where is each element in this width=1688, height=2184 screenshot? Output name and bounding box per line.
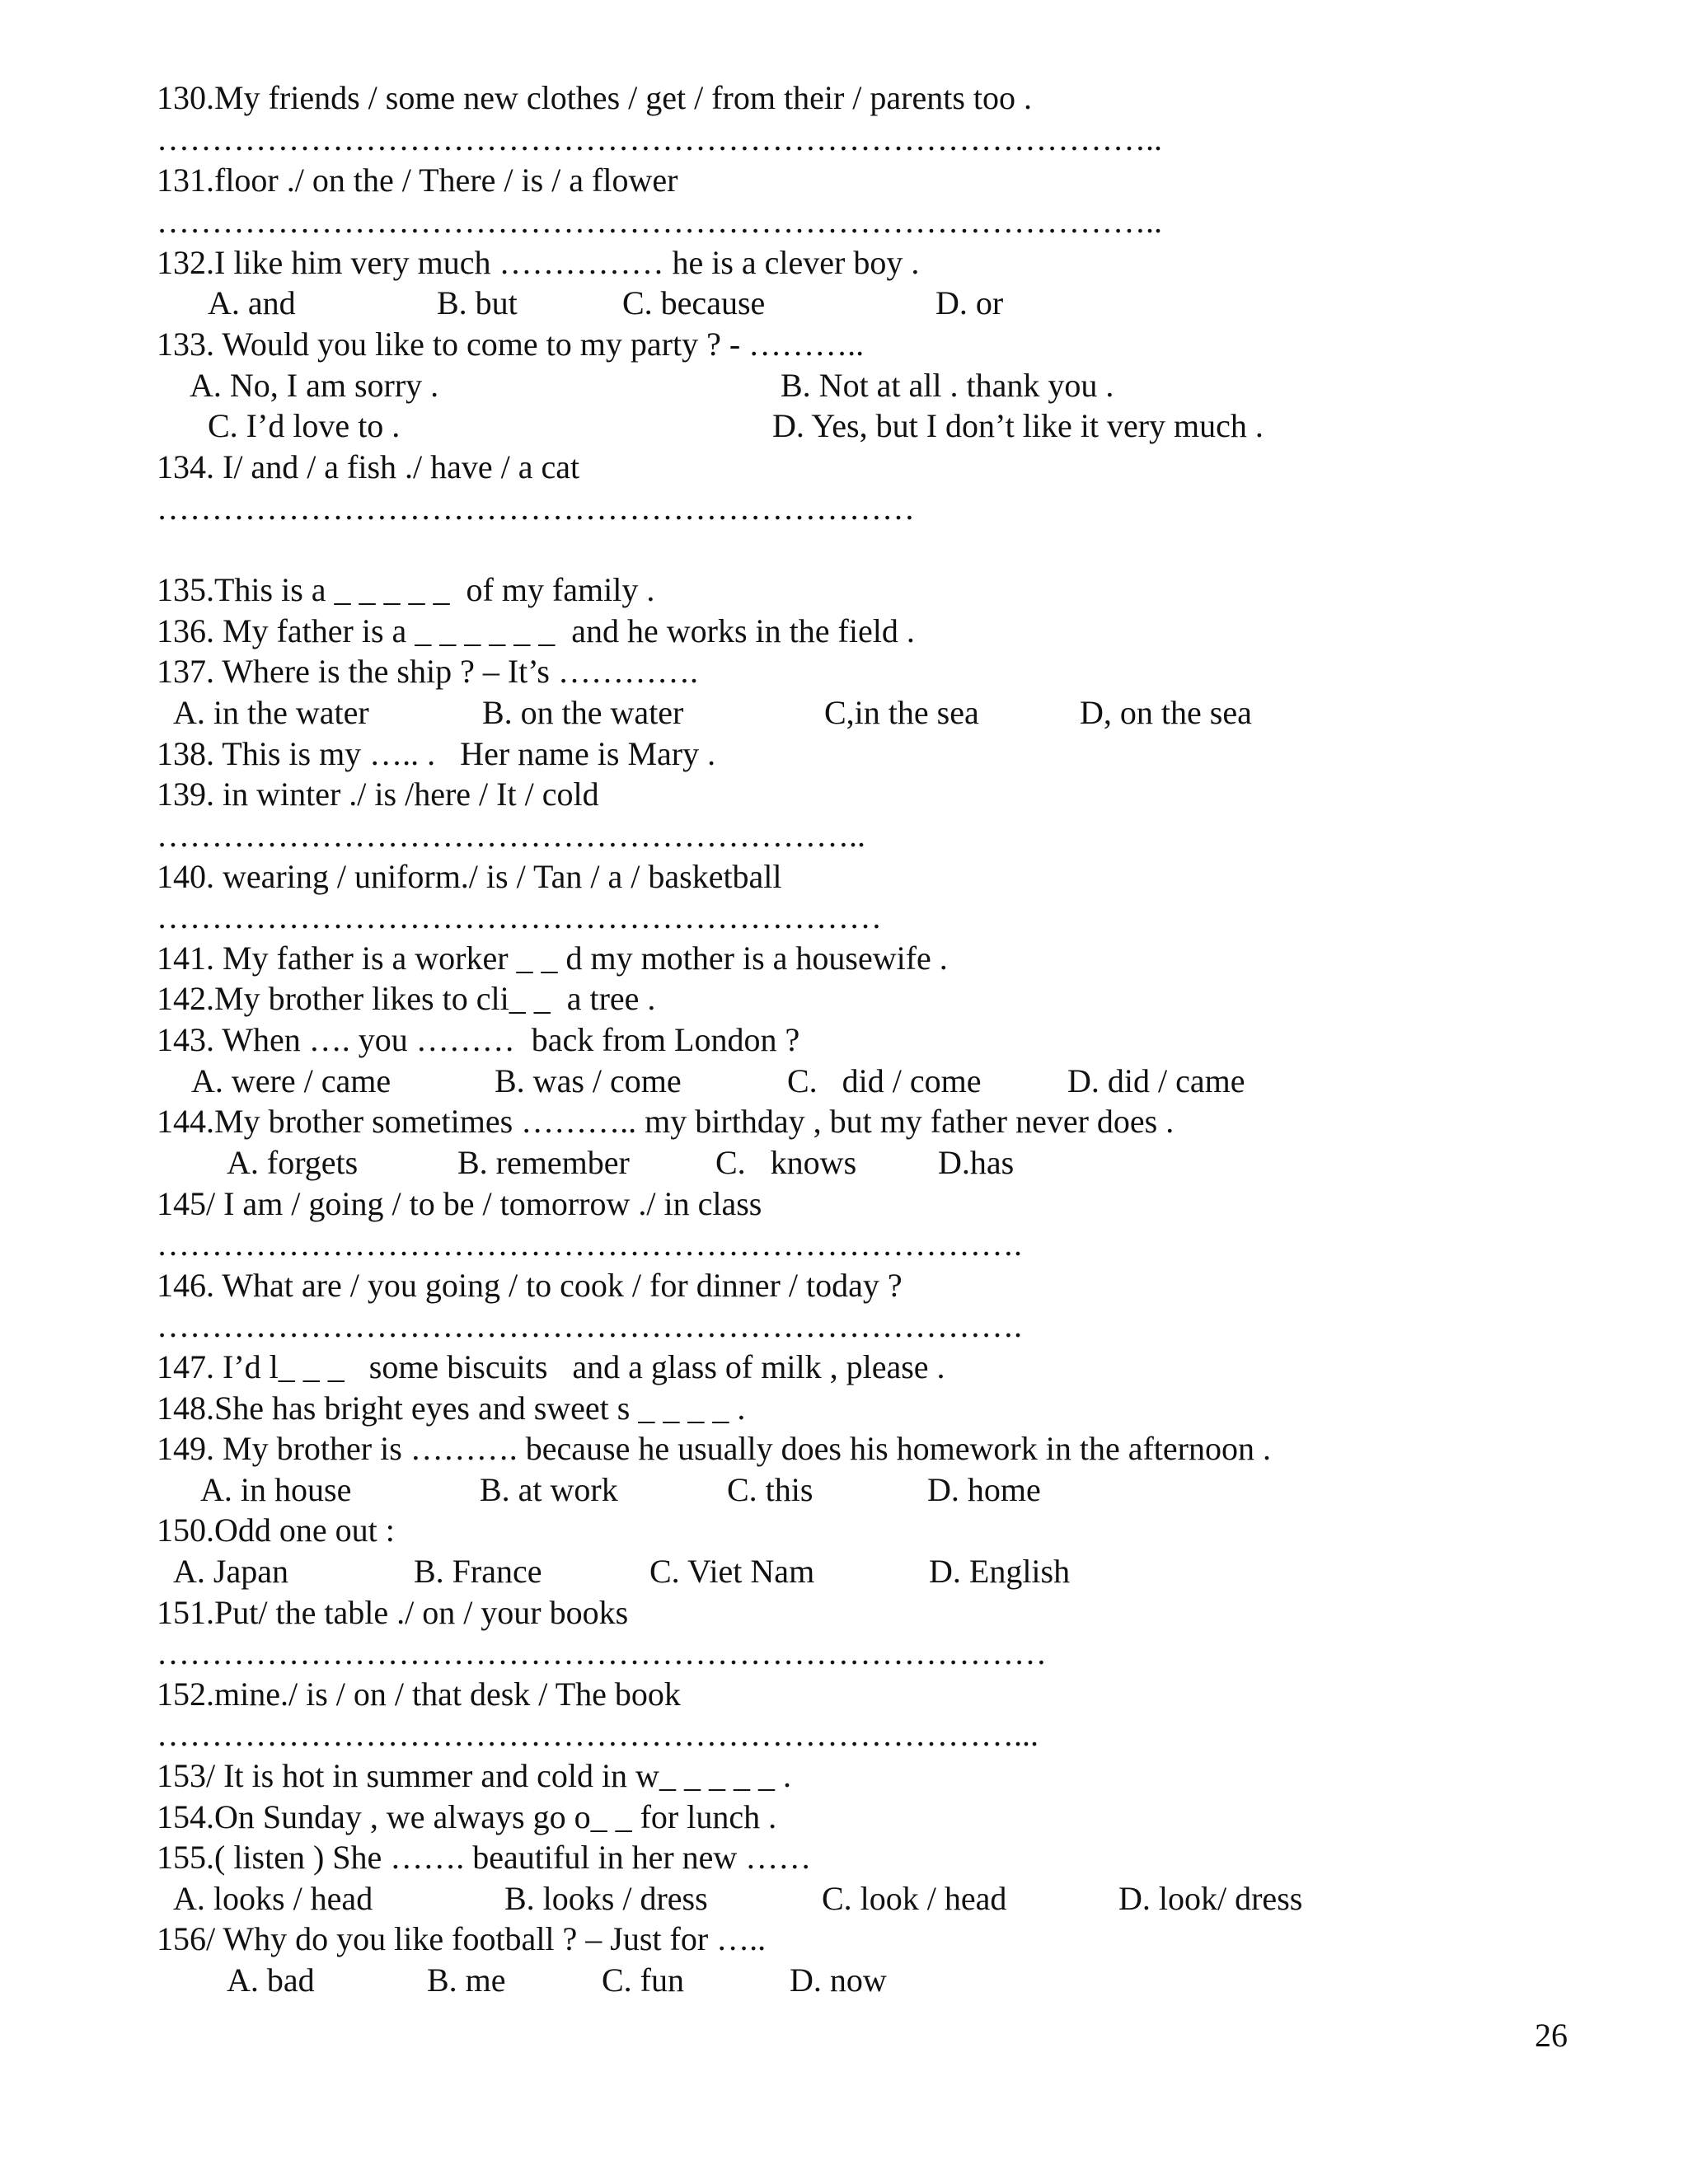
question-147: 147. I’d l_ _ _ some biscuits and a glass of milk , please . [157,1348,945,1385]
option-133-c: C. I’d love to . [208,407,401,444]
question-130: 130.My friends / some new clothes / get / from their / parents too . [157,79,1033,116]
option-156-a: A. bad [227,1961,315,1999]
option-143-b: B. was / come [495,1062,682,1099]
question-140: 140. wearing / uniform./ is / Tan / a / basketball [157,858,782,895]
option-133-d: D. Yes, but I don’t like it very much . [772,407,1264,444]
option-155-b: B. looks / dress [504,1880,708,1917]
answer-line-139: ……………………………………………………….. [157,817,865,854]
answer-line-140: ………………………………………………………… [157,898,882,935]
question-149: 149. My brother is ………. because he usually does his homework in the afternoon . [157,1430,1271,1467]
option-150-c: C. Viet Nam [649,1553,815,1590]
option-155-a: A. looks / head [173,1880,373,1917]
option-143-d: D. did / came [1067,1062,1245,1099]
option-133-a: A. No, I am sorry . [190,367,439,404]
question-145: 145/ I am / going / to be / tomorrow ./ in class [157,1185,762,1222]
option-144-c: C. knows [715,1144,857,1181]
option-132-b: B. but [437,284,518,321]
option-150-b: B. France [414,1553,542,1590]
question-134: 134. I/ and / a fish ./ have / a cat [157,448,580,485]
option-132-d: D. or [935,284,1004,321]
option-143-a: A. were / came [191,1062,392,1099]
answer-line-134: …………………………………………………………… [157,490,915,527]
question-151: 151.Put/ the table ./ on / your books [157,1594,629,1631]
option-137-c: C,in the sea [824,694,979,731]
option-137-b: B. on the water [482,694,684,731]
answer-line-145: ……………………………………………………………………. [157,1226,1022,1263]
question-155: 155.( listen ) She ……. beautiful in her new …… [157,1839,812,1876]
option-155-d: D. look/ dress [1118,1880,1303,1917]
option-137-d: D, on the sea [1080,694,1252,731]
option-149-c: C. this [727,1471,814,1508]
answer-line-131: ……………………………………………………………………………….. [157,203,1162,240]
question-139: 139. in winter ./ is /here / It / cold [157,776,599,813]
option-149-d: D. home [927,1471,1041,1508]
option-150-a: A. Japan [173,1553,288,1590]
option-133-b: B. Not at all . thank you . [781,367,1114,404]
question-156: 156/ Why do you like football ? – Just for ….. [157,1920,767,1957]
option-144-a: A. forgets [227,1144,359,1181]
option-143-c: C. did / come [787,1062,982,1099]
question-144: 144.My brother sometimes ……….. my birthday , but my father never does . [157,1103,1175,1140]
question-143: 143. When …. you ……… back from London ? [157,1021,800,1058]
question-142: 142.My brother likes to cli_ _ a tree . [157,980,656,1017]
answer-line-151: ……………………………………………………………………… [157,1634,1047,1671]
question-131: 131.floor ./ on the / There / is / a flower [157,162,678,199]
answer-line-130: ……………………………………………………………………………….. [157,120,1162,157]
question-152: 152.mine./ is / on / that desk / The book [157,1675,681,1713]
option-144-b: B. remember [457,1144,630,1181]
question-150: 150.Odd one out : [157,1511,395,1549]
question-154: 154.On Sunday , we always go o_ _ for lunch . [157,1798,777,1835]
option-132-a: A. and [208,284,296,321]
question-137: 137. Where is the ship ? – It’s …………. [157,653,698,690]
question-135: 135.This is a _ _ _ _ _ of my family . [157,571,655,608]
page-number: 26 [1535,2017,1568,2054]
answer-line-146: ……………………………………………………………………. [157,1307,1022,1344]
option-156-b: B. me [427,1961,506,1999]
question-136: 136. My father is a _ _ _ _ _ _ and he works in the field . [157,612,915,649]
question-132: 132.I like him very much …………… he is a clever boy . [157,244,920,281]
option-149-a: A. in house [200,1471,352,1508]
question-138: 138. This is my ….. . Her name is Mary . [157,735,716,772]
option-149-b: B. at work [480,1471,618,1508]
question-141: 141. My father is a worker _ _ d my mother is a housewife . [157,940,948,977]
option-150-d: D. English [929,1553,1071,1590]
question-146: 146. What are / you going / to cook / for dinner / today ? [157,1267,903,1304]
option-132-c: C. because [622,284,766,321]
option-137-a: A. in the water [173,694,369,731]
question-148: 148.She has bright eyes and sweet s _ _ _ _ . [157,1390,746,1427]
question-133: 133. Would you like to come to my party ? - ……….. [157,326,865,363]
option-155-c: C. look / head [822,1880,1007,1917]
answer-line-152: ……………………………………………………………………... [157,1716,1039,1753]
question-153: 153/ It is hot in summer and cold in w_ _ _ _ _ . [157,1757,791,1794]
option-144-d: D.has [938,1144,1015,1181]
option-156-d: D. now [790,1961,887,1999]
option-156-c: C. fun [602,1961,684,1999]
